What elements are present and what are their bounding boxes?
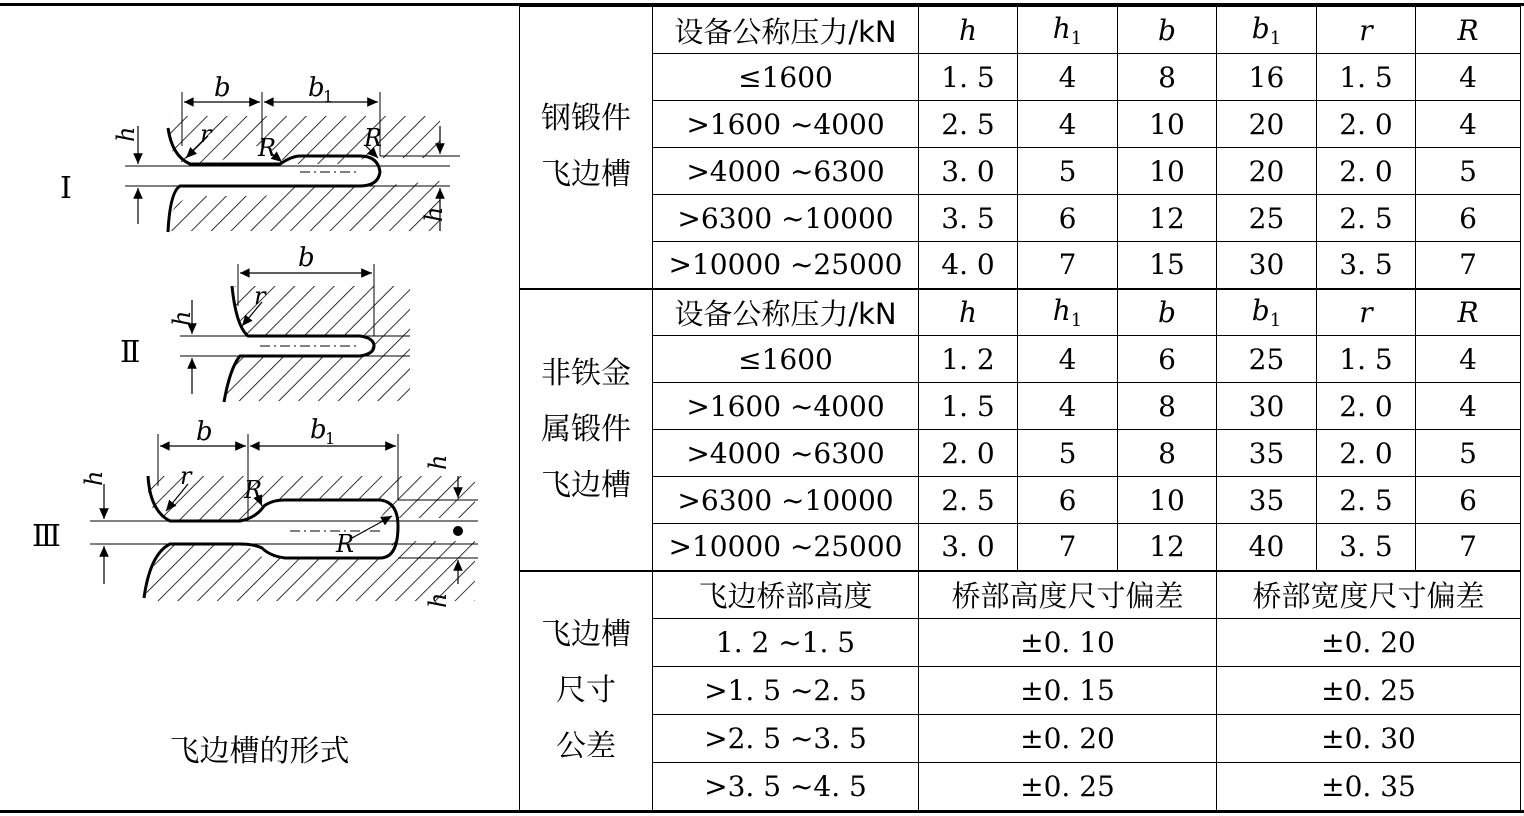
cell: 15 [1118,242,1217,289]
cell: >3. 5 ~4. 5 [653,763,919,811]
cell: 10 [1118,477,1217,524]
cell: >1600 ~4000 [653,101,919,148]
cell: 4 [1416,383,1521,430]
cell: 35 [1217,477,1317,524]
nonferrous-row [520,477,1521,524]
cell: 5 [1018,148,1118,195]
cell: 7 [1416,524,1521,571]
cell: 2. 5 [1317,195,1416,242]
cell: ≤1600 [653,336,919,383]
cell: 4 [1018,54,1118,101]
cell: 2. 0 [1317,148,1416,195]
flash-groove-figure [0,6,519,810]
cell: 10 [1118,101,1217,148]
cell: 8 [1118,54,1217,101]
cell: 3. 5 [1317,524,1416,571]
nonferrous-header-row [520,289,1521,336]
cell: 12 [1118,524,1217,571]
nonferrous-row [520,524,1521,571]
cell: 3. 5 [1317,242,1416,289]
cell: ±0. 35 [1217,763,1521,811]
nonferrous-col-h: h [919,289,1018,336]
tolerance-row [520,667,1521,715]
cell: 1. 5 [1317,336,1416,383]
dim-r-label-2: r [254,282,266,310]
type-3-drawing [32,415,478,608]
tolerance-row [520,763,1521,811]
cell: >1. 5 ~2. 5 [653,667,919,715]
steel-col-r: r [1317,7,1416,54]
tolerance-col-height-dev: 桥部高度尺寸偏差 [919,571,1217,619]
cell: 6 [1018,195,1118,242]
dim-hs-label-2: h [168,310,196,326]
tolerance-header-row [520,571,1521,619]
cell: 8 [1118,430,1217,477]
nonferrous-col-R: R [1416,289,1521,336]
steel-row [520,148,1521,195]
steel-group-label: 钢锻件 飞边槽 [520,7,653,289]
cell: 6 [1118,336,1217,383]
cell: ±0. 10 [919,619,1217,667]
cell: 4 [1416,54,1521,101]
cell: 25 [1217,336,1317,383]
figure-caption: 飞边槽的形式 [169,734,350,769]
dim-h1-label: h [420,206,448,222]
cell: 25 [1217,195,1317,242]
cell: 4 [1416,336,1521,383]
dim-R-label: R [258,134,277,162]
cell: >6300 ~10000 [653,195,919,242]
type-1-label: Ⅰ [60,171,72,206]
steel-row [520,54,1521,101]
cell: 3. 5 [919,195,1018,242]
dim-b-label-3: b [196,417,213,447]
cell: 10 [1118,148,1217,195]
cell: 35 [1217,430,1317,477]
cell: 6 [1018,477,1118,524]
type-2-label: Ⅱ [120,335,141,370]
tolerance-group-label: 飞边槽 尺寸 公差 [520,571,653,811]
cell: >2. 5 ~3. 5 [653,715,919,763]
cell: 40 [1217,524,1317,571]
cell: 6 [1416,477,1521,524]
dim-b1-sub: 1 [323,87,334,106]
nonferrous-row [520,430,1521,477]
cell: 7 [1018,242,1118,289]
cell: 12 [1118,195,1217,242]
steel-col-b1: $b_1$ [1217,7,1317,54]
steel-col-R: R [1416,7,1521,54]
nonferrous-col-h1: $h_1$ [1018,289,1118,336]
steel-col-pressure: 设备公称压力/kN [653,7,919,54]
cell: 2. 0 [1317,430,1416,477]
cell: 5 [1416,148,1521,195]
dim-b-label-2: b [298,243,315,273]
nonferrous-group-label: 非铁金 属锻件 飞边槽 [520,289,653,571]
cell: >4000 ~6300 [653,148,919,195]
dim-R2-label: R [364,124,383,152]
cell: ±0. 25 [919,763,1217,811]
cell: ±0. 15 [919,667,1217,715]
cell: ±0. 25 [1217,667,1521,715]
cell: ±0. 30 [1217,715,1521,763]
flash-groove-drawing [0,6,519,706]
cell: >1600 ~4000 [653,383,919,430]
cell: 30 [1217,242,1317,289]
cell: 20 [1217,148,1317,195]
cell: 5 [1018,430,1118,477]
type-3-label: Ⅲ [32,519,61,554]
tolerance-row [520,619,1521,667]
dim-b-label: b [214,73,231,103]
cell: >6300 ~10000 [653,477,919,524]
nonferrous-row [520,383,1521,430]
cell: 1. 2 [919,336,1018,383]
type-1-drawing [60,73,460,232]
dim-R-label-3: R [244,476,263,504]
cell: 16 [1217,54,1317,101]
cell: 5 [1416,430,1521,477]
steel-header-row [520,7,1521,54]
steel-row [520,242,1521,289]
dim-r-label: r [200,120,212,148]
nonferrous-col-pressure: 设备公称压力/kN [653,289,919,336]
cell: 2. 0 [1317,101,1416,148]
tolerance-col-width-dev: 桥部宽度尺寸偏差 [1217,571,1521,619]
cell: 4 [1018,101,1118,148]
cell: 1. 5 [919,54,1018,101]
tolerance-row [520,715,1521,763]
flash-groove-table [519,6,1521,811]
cell: 1. 5 [919,383,1018,430]
tolerance-col-bridge-height: 飞边桥部高度 [653,571,919,619]
cell: 2. 5 [919,101,1018,148]
dim-b1-label-3: b [310,415,327,445]
cell: 1. 5 [1317,54,1416,101]
nonferrous-row [520,336,1521,383]
cell: 20 [1217,101,1317,148]
cell: 4 [1018,336,1118,383]
dim-b1-sub-3: 1 [325,429,336,448]
dim-r-label-3: r [180,462,192,490]
dim-hs-label: h [112,126,140,142]
cell: 4 [1416,101,1521,148]
cell: >4000 ~6300 [653,430,919,477]
cell: 1. 2 ~1. 5 [653,619,919,667]
cell: 7 [1018,524,1118,571]
cell: 8 [1118,383,1217,430]
cell: 2. 0 [1317,383,1416,430]
dim-hs-label-3: h [80,470,108,486]
cell: ≤1600 [653,54,919,101]
cell: 2. 0 [919,430,1018,477]
cell: 3. 0 [919,148,1018,195]
steel-row [520,101,1521,148]
cell: 3. 0 [919,524,1018,571]
cell: 30 [1217,383,1317,430]
steel-row [520,195,1521,242]
cell: 2. 5 [919,477,1018,524]
cell: 7 [1416,242,1521,289]
nonferrous-col-b1: $b_1$ [1217,289,1317,336]
cell: ±0. 20 [919,715,1217,763]
dim-h1-label-3b: h [424,592,452,608]
dim-R2-label-3: R [336,530,355,558]
nonferrous-col-r: r [1317,289,1416,336]
cell: 4 [1018,383,1118,430]
cell: >10000 ~25000 [653,242,919,289]
cell: 2. 5 [1317,477,1416,524]
cell: >10000 ~25000 [653,524,919,571]
cell: 6 [1416,195,1521,242]
steel-col-h: h [919,7,1018,54]
steel-col-b: b [1118,7,1217,54]
cell: 4. 0 [919,242,1018,289]
dim-b1-label: b [308,73,325,103]
nonferrous-col-b: b [1118,289,1217,336]
cell: ±0. 20 [1217,619,1521,667]
steel-col-h1: $h_1$ [1018,7,1118,54]
dim-h1-label-3: h [424,454,452,470]
type-2-drawing [120,243,410,402]
